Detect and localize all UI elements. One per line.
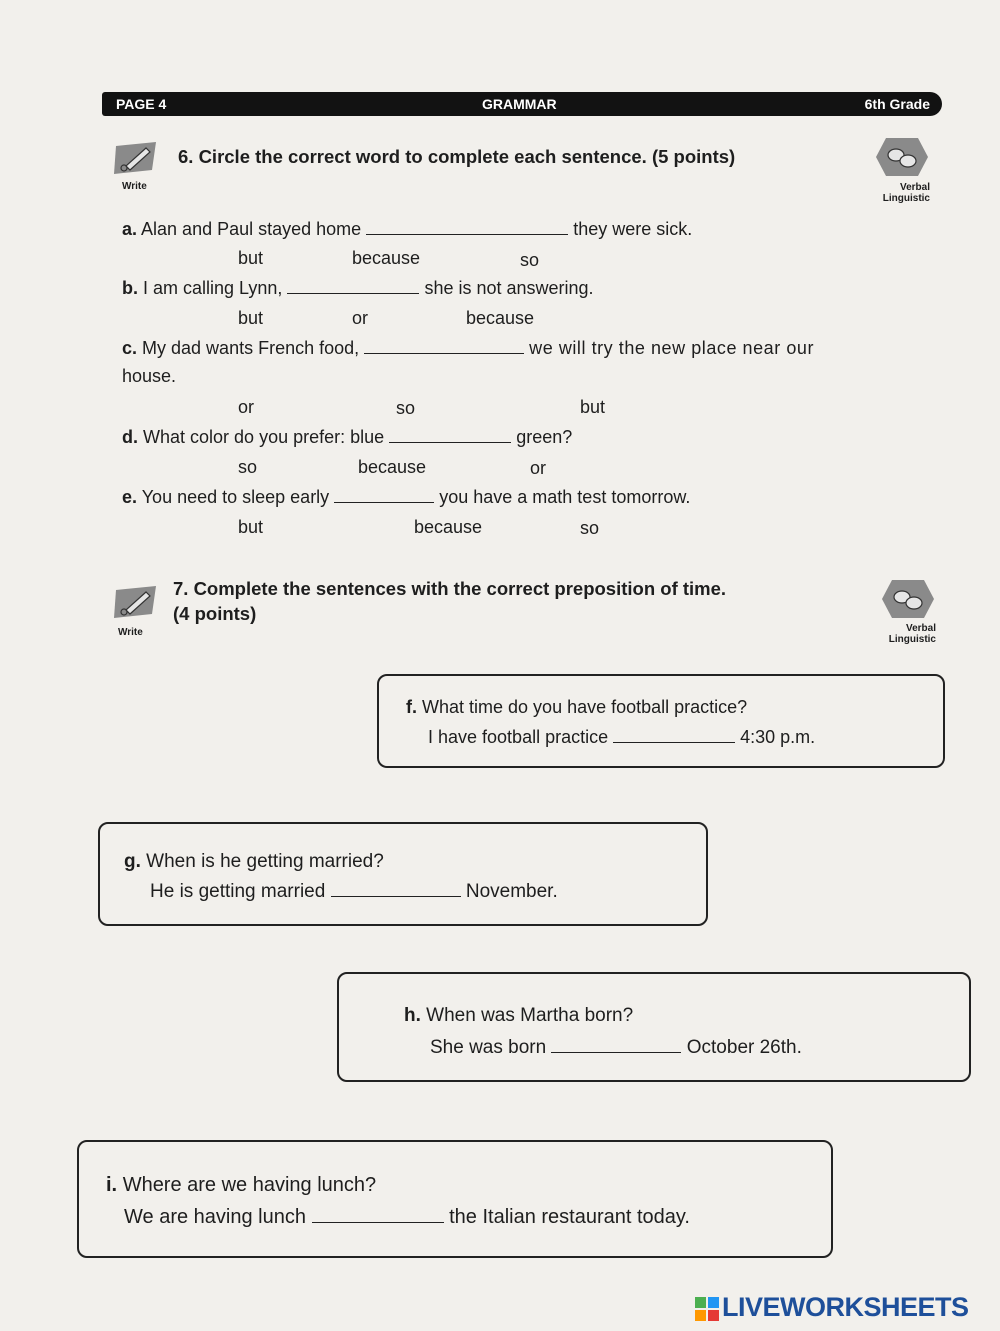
blank-c[interactable]: [364, 339, 524, 354]
question-box-f: [377, 674, 945, 768]
write-label: Write: [118, 627, 143, 638]
liveworksheets-logo-text: LIVEWORKSHEETS: [722, 1292, 969, 1322]
question-box-g: [98, 822, 708, 926]
blank-a[interactable]: [366, 220, 568, 235]
sentence-b: b. I am calling Lynn, she is not answering.: [122, 278, 594, 298]
option-b-2[interactable]: or: [352, 308, 369, 328]
option-e-2[interactable]: because: [414, 517, 483, 537]
write-icon: [112, 138, 162, 178]
blank-b[interactable]: [287, 279, 419, 294]
option-d-3[interactable]: or: [530, 458, 547, 478]
option-a-3[interactable]: so: [520, 250, 540, 270]
question-box-i: [77, 1140, 833, 1258]
write-icon: [112, 582, 162, 622]
question-f: f. What time do you have football practice?: [406, 697, 748, 717]
sentence-a: a. Alan and Paul stayed home they were sick.: [122, 219, 693, 239]
sentence-d: d. What color do you prefer: blue green?: [122, 427, 573, 447]
option-b-1[interactable]: but: [238, 308, 264, 328]
option-a-2[interactable]: because: [352, 248, 421, 268]
sentence-c-continued: house.: [122, 366, 177, 386]
sentence-h: She was born October 26th.: [430, 1037, 802, 1058]
sentence-i: We are having lunch the Italian restaurant today.: [124, 1206, 690, 1228]
grade-label: 6th Grade: [864, 96, 930, 112]
verbal-linguistic-label: Verbal Linguistic: [888, 623, 936, 645]
write-label: Write: [122, 181, 147, 192]
sentence-c: c. My dad wants French food, we will try the new place near our: [122, 338, 814, 358]
option-e-1[interactable]: but: [238, 517, 264, 537]
verbal-linguistic-label: Verbal Linguistic: [882, 182, 930, 204]
verbal-linguistic-icon: [880, 578, 936, 620]
blank-f[interactable]: [613, 728, 735, 743]
sentence-e: e. You need to sleep early you have a math test tomorrow.: [122, 487, 691, 507]
blank-h[interactable]: [551, 1038, 681, 1053]
option-b-3[interactable]: because: [466, 308, 535, 328]
verbal-linguistic-icon: [874, 136, 930, 178]
section7-title: 7. Complete the sentences with the correct preposition of time. (4 points): [173, 578, 727, 624]
sentence-f: I have football practice 4:30 p.m.: [428, 727, 816, 747]
blank-i[interactable]: [312, 1208, 444, 1223]
subject-title: GRAMMAR: [482, 96, 557, 112]
section6-title: 6. Circle the correct word to complete each sentence. (5 points): [178, 146, 736, 167]
header-bar: [102, 92, 942, 116]
liveworksheets-logo-icon: [694, 1296, 720, 1322]
option-c-3[interactable]: but: [580, 397, 606, 417]
question-box-h: [337, 972, 971, 1082]
option-d-1[interactable]: so: [238, 457, 258, 477]
option-a-1[interactable]: but: [238, 248, 264, 268]
question-i: i. Where are we having lunch?: [106, 1174, 377, 1196]
blank-g[interactable]: [331, 882, 461, 897]
option-d-2[interactable]: because: [358, 457, 427, 477]
option-c-1[interactable]: or: [238, 397, 255, 417]
blank-e[interactable]: [334, 488, 434, 503]
question-h: h. When was Martha born?: [404, 1005, 634, 1026]
option-e-3[interactable]: so: [580, 518, 600, 538]
page-number: PAGE 4: [116, 96, 167, 112]
question-g: g. When is he getting married?: [124, 851, 384, 872]
blank-d[interactable]: [389, 428, 511, 443]
option-c-2[interactable]: so: [396, 398, 416, 418]
sentence-g: He is getting married November.: [150, 881, 558, 902]
